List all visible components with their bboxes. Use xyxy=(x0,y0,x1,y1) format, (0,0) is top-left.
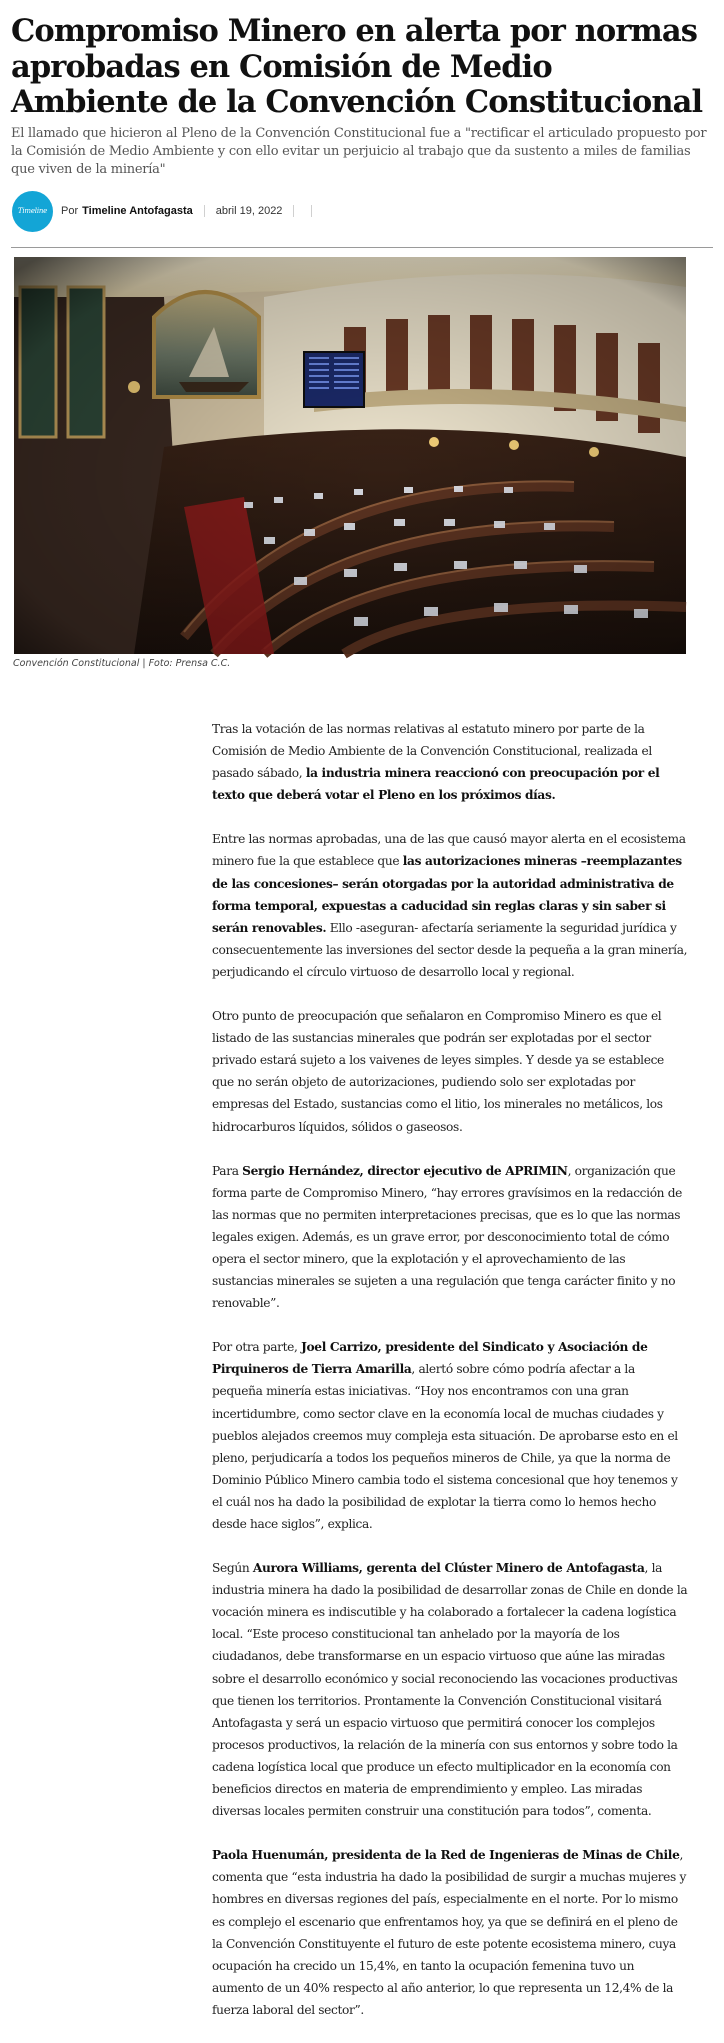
paragraph: Tras la votación de las normas relativas al estatuto minero por parte de la Comisión de Medio Ambiente de la Convención Constitucional, realizada el pasado sábado, la industria minera reaccionó con preocupación por el texto que deberá votar el Pleno en los próximos días. xyxy=(212,722,660,803)
article-title: Compromiso Minero en alerta por normas aprobadas en Comisión de Medio Ambiente de la Convención Constitucional xyxy=(11,13,703,120)
paragraph: Por otra parte, Joel Carrizo, presidente del Sindicato y Asociación de Pirquineros de Tierra Amarilla, alertó sobre cómo podría afectar a la pequeña minería estas iniciativas. “Hoy nos encontramos con una gran incertidumbre, como sector clave en la economía local de muchas ciudades y pueblos alejados creemos muy compleja esta situación. De aprobarse esto en el pleno, perjudicaría a todos los pequeños mineros de Chile, ya que la norma de Dominio Público Minero cambia todo el sistema concesional que hoy tenemos y el cuál nos ha dado la posibilidad de explotar la tierra como lo hemos hecho desde hace siglos”, explica. xyxy=(212,1340,678,1531)
byline-separator xyxy=(204,205,205,217)
byline-prefix: Por xyxy=(61,205,79,217)
author-link[interactable]: Timeline Antofagasta xyxy=(82,205,193,217)
paragraph: Otro punto de preocupación que señalaron en Compromiso Minero es que el listado de las sustancias minerales que podrán ser explotadas por el sector privado estará sujeto a los vaivenes de leyes simples. Y desde ya se establece que no serán objeto de autorizaciones, pudiendo solo ser explotadas por empresas del Estado, sustancias como el litio, los minerales no metálicos, los hidrocarburos líquidos, sólidos o gaseosos. xyxy=(212,1009,664,1134)
byline-separator xyxy=(293,205,294,217)
header-divider xyxy=(11,247,713,248)
paragraph: Para Sergio Hernández, director ejecutivo de APRIMIN, organización que forma parte de Compromiso Minero, “hay errores gravísimos en la redacción de las normas que no permiten interpretaciones precisas, que es lo que las normas legales exigen. Además, es un grave error, por desconocimiento total de cómo opera el sector minero, que la explotación y el aprovechamiento de las sustancias minerales se sujeten a una regulación que tenga carácter finito y no renovable”. xyxy=(212,1163,683,1311)
avatar-text: Timeline xyxy=(17,207,48,215)
author-avatar[interactable] xyxy=(12,191,53,232)
paragraph: Paola Huenumán, presidenta de la Red de Ingenieras de Minas de Chile, comenta que “esta industria ha dado la posibilidad de surgir a muchas mujeres y hombres en diversas regiones del país, especialmente en el norte. Por lo mismo es complejo el escenario que enfrentamos hoy, ya que se definirá en el pleno de la Convención Constituyente el futuro de este potente ecosistema minero, cuya ocupación ha crecido un 15,4%, en tanto la ocupación femenina tuvo un aumento de un 40% respecto al año anterior, lo que representa un 12,4% de la fuerza laboral del sector”. xyxy=(212,1848,686,2017)
publish-date: abril 19, 2022 xyxy=(215,205,283,217)
article-subtitle: El llamado que hicieron al Pleno de la Convención Constitucional fue a "rectificar el articulado propuesto por la Comisión de Medio Ambiente y con ello evitar un perjuicio al trabajo que da sustento a miles de familias que viven de la minería" xyxy=(11,126,707,177)
paragraph: Según Aurora Williams, gerenta del Clúster Minero de Antofagasta, la industria minera ha dado la posibilidad de desarrollar zonas de Chile en donde la vocación minera es indiscutible y ha colaborado a fortalecer la cadena logística local. “Este proceso constitucional tan anhelado por la mayoría de los ciudadanos, debe transformarse en un espacio virtuoso que aúne las miradas sobre el desarrollo económico y social reconociendo las vocaciones productivas que tienen los territorios. Prontamente la Convención Constitucional visitará Antofagasta y será un espacio virtuoso que permitirá conocer los complejos procesos productivos, la relación de la minería con sus entornos y sobre todo la cadena logística local que produce un efecto multiplicador en la economía con beneficios directos en materia de emprendimiento y empleo. Las miradas diversas locales permiten construir una constitución para todos”, comenta. xyxy=(212,1561,688,1819)
paragraph: Entre las normas aprobadas, una de las que causó mayor alerta en el ecosistema minero fue la que establece que las autorizaciones mineras –reemplazantes de las concesiones– serán otorgadas por la autoridad administrativa de forma temporal, expuestas a caducidad sin reglas claras y sin saber si serán renovables. Ello -aseguran- afectaría seriamente la seguridad jurídica y consecuentemente las inversiones del sector desde la pequeña a la gran minería, perjudicando el círculo virtuoso de desarrollo local y regional. xyxy=(212,832,688,979)
byline-separator xyxy=(311,205,312,217)
chamber-photo xyxy=(14,257,686,654)
byline xyxy=(12,190,712,232)
image-caption: Convención Constitucional | Foto: Prensa C.C. xyxy=(13,658,231,669)
article-body xyxy=(212,718,688,2043)
article-image xyxy=(14,257,686,654)
